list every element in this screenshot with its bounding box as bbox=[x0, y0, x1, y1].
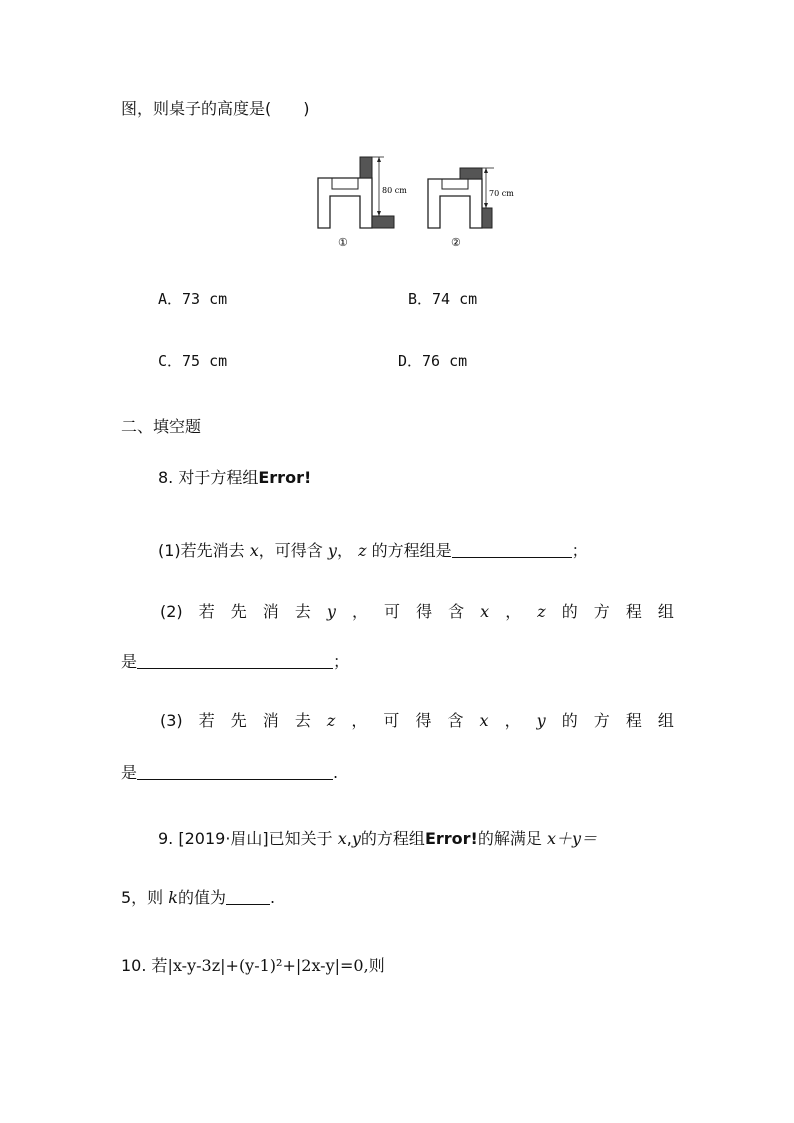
q9-var-k: k bbox=[168, 888, 178, 907]
q9-comma: , bbox=[346, 829, 352, 848]
q8-part3-word: 程 bbox=[625, 711, 642, 730]
q8-part1-blank[interactable] bbox=[452, 541, 572, 558]
q8-part3-word: 若 bbox=[198, 711, 215, 730]
q8-part2-word: ， bbox=[351, 602, 368, 621]
figure-2-label: 70 cm bbox=[489, 189, 514, 198]
q8-part2-word: 含 bbox=[448, 602, 465, 621]
q8-part1-var-x: x bbox=[249, 541, 259, 560]
figure-1-label: 80 cm bbox=[382, 186, 407, 195]
q8-part3-word: 含 bbox=[447, 711, 464, 730]
q8-part2-end: ； bbox=[333, 652, 350, 671]
option-a: A．73 cm bbox=[158, 290, 228, 308]
q9-line1 bbox=[158, 828, 597, 850]
q8-part2-word: y bbox=[326, 602, 336, 621]
q8-part2-line2 bbox=[121, 651, 349, 673]
q8-part2-word: 得 bbox=[416, 602, 433, 621]
q9-error-text: Error! bbox=[424, 829, 478, 848]
q8-part1-end: ； bbox=[571, 541, 588, 560]
q8-part3-word: 先 bbox=[230, 711, 247, 730]
q9-var-x: x bbox=[337, 829, 347, 848]
q8-part2-word: 去 bbox=[294, 602, 311, 621]
q8-part3-word: x bbox=[479, 711, 489, 730]
q8-part3-word: ， bbox=[504, 711, 521, 730]
q8-part3-word: 方 bbox=[593, 711, 610, 730]
q9-line2-text-b: 的值为 bbox=[177, 888, 226, 907]
q8-part1-var-z: z bbox=[358, 541, 367, 560]
q9-expr: x＋y＝ bbox=[546, 829, 598, 848]
q9-line2 bbox=[121, 887, 275, 909]
q8-part2-word: 程 bbox=[625, 602, 642, 621]
q8-part2-word: 若 bbox=[198, 602, 215, 621]
q10-num: 10. 若 bbox=[121, 956, 168, 975]
figure-2 bbox=[428, 168, 514, 249]
q8-part2-word: z bbox=[537, 602, 546, 621]
q9-line2-end: . bbox=[270, 888, 276, 907]
q8-part2-word: 可 bbox=[384, 602, 401, 621]
q8-part2-word: 先 bbox=[230, 602, 247, 621]
q8-stem bbox=[158, 467, 311, 489]
q8-part1-text-d: 的方程组是 bbox=[371, 541, 452, 560]
q8-stem-text: 8. 对于方程组 bbox=[158, 468, 259, 487]
q8-part3-word: 组 bbox=[657, 711, 674, 730]
option-c: C．75 cm bbox=[158, 352, 228, 370]
q10-line bbox=[121, 955, 385, 977]
q8-part1-text-b: ，可得含 bbox=[258, 541, 323, 560]
q8-part3-word: 去 bbox=[294, 711, 311, 730]
q8-part1-var-y: y bbox=[327, 541, 337, 560]
q8-part1-text-a: (1)若先消去 bbox=[158, 541, 245, 560]
q8-part2-word: 消 bbox=[262, 602, 279, 621]
q9-text-c: 的解满足 bbox=[477, 829, 542, 848]
q8-part2-word: 方 bbox=[593, 602, 610, 621]
figure-1-caption: ① bbox=[338, 236, 348, 249]
figure-2-caption: ② bbox=[451, 236, 461, 249]
section-title: 二、填空题 bbox=[121, 417, 202, 436]
table-figure bbox=[310, 152, 530, 252]
q8-part2-word: x bbox=[480, 602, 490, 621]
q9-blank[interactable] bbox=[226, 888, 270, 905]
q9-text-b: 的方程组 bbox=[360, 829, 425, 848]
q9-line2-text-a: 5，则 bbox=[121, 888, 164, 907]
q9-text-a: 9. [2019·眉山]已知关于 bbox=[158, 829, 333, 848]
q8-part3-blank[interactable] bbox=[137, 763, 333, 780]
q8-part2-line1 bbox=[160, 601, 674, 623]
q8-part3-word: ， bbox=[351, 711, 368, 730]
q8-part3-word: 可 bbox=[383, 711, 400, 730]
q8-part3-word: 得 bbox=[415, 711, 432, 730]
q8-part3-word: z bbox=[326, 711, 336, 730]
q8-part3-cont: 是 bbox=[121, 763, 138, 782]
q8-part2-blank[interactable] bbox=[137, 652, 333, 669]
q8-part3-end: . bbox=[333, 763, 339, 782]
q8-part2-cont: 是 bbox=[121, 652, 138, 671]
q8-part2-word: (2) bbox=[160, 602, 183, 621]
q8-part3-word: y bbox=[536, 711, 546, 730]
option-b: B．74 cm bbox=[408, 290, 478, 308]
q8-part2-word: 的 bbox=[561, 602, 578, 621]
q8-part3-word: 的 bbox=[561, 711, 578, 730]
q8-part2-word: ， bbox=[505, 602, 522, 621]
q9-var-y: y bbox=[351, 829, 361, 848]
figure-1 bbox=[318, 157, 407, 249]
intro-line: 图，则桌子的高度是( ) bbox=[121, 99, 310, 118]
q8-part1 bbox=[158, 540, 588, 562]
q8-part2-word: 组 bbox=[657, 602, 674, 621]
q8-part3-line1 bbox=[160, 710, 674, 732]
q8-part1-text-c: ， bbox=[336, 541, 353, 560]
option-d: D．76 cm bbox=[398, 352, 468, 370]
q8-part3-line2 bbox=[121, 762, 338, 784]
q8-part3-word: (3) bbox=[160, 711, 183, 730]
q8-part3-word: 消 bbox=[262, 711, 279, 730]
q10-expr: |x-y-3z|+(y-1)²+|2x-y|=0,则 bbox=[167, 956, 385, 975]
q8-error-text: Error! bbox=[258, 468, 312, 487]
